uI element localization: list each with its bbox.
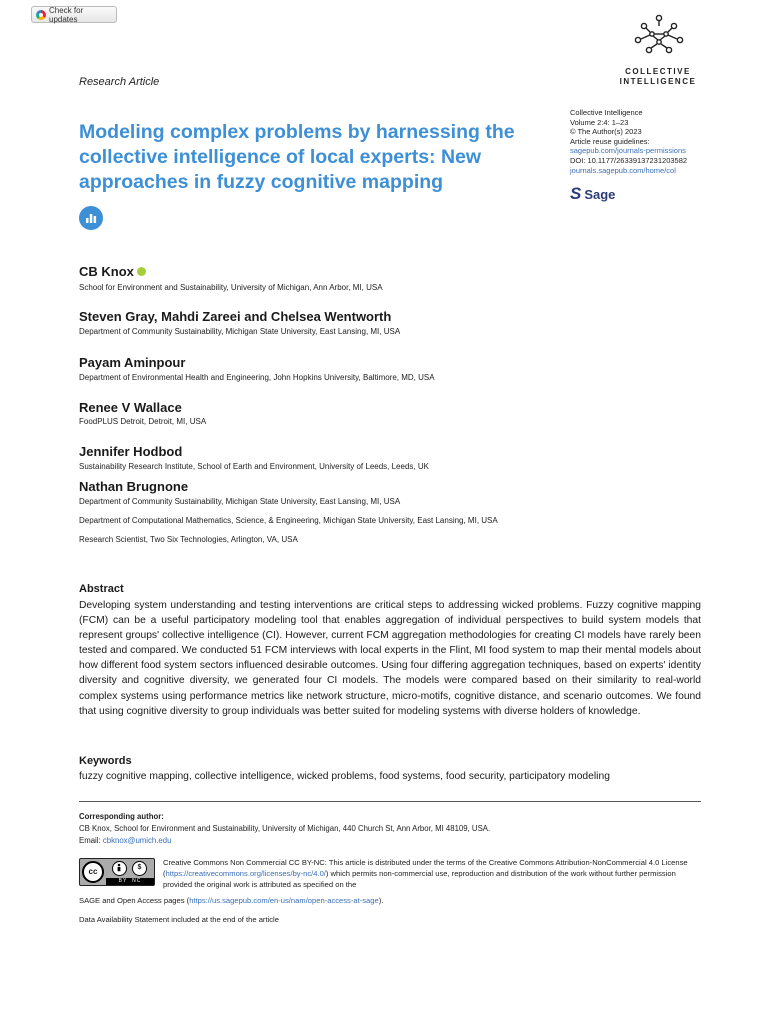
author-affiliation: School for Environment and Sustainability, University of Michigan, Ann Arbor, MI, USA: [79, 283, 383, 292]
volume-info: Volume 2:4: 1–23: [570, 117, 629, 127]
email-label: Email:: [79, 836, 101, 845]
journal-name: Collective Intelligence: [570, 108, 643, 117]
author-name: CB Knox: [79, 264, 146, 279]
email-link[interactable]: cbknox@umich.edu: [102, 836, 172, 845]
author-affiliation: Department of Computational Mathematics, Science, & Engineering, Michigan State University, East Lansing, MI, USA: [79, 516, 498, 525]
cc-badge-strip: BY NC: [106, 878, 154, 885]
author-name: Steven Gray, Mahdi Zareei and Chelsea Wentworth: [79, 309, 392, 324]
journal-metadata: [570, 108, 750, 175]
logo-word-1: COLLECTIVE: [625, 67, 691, 76]
author-affiliation: Research Scientist, Two Six Technologies, Arlington, VA, USA: [79, 535, 298, 544]
license-text-continued: SAGE and Open Access pages (https://us.sagepub.com/en-us/nam/open-access-at-sage).: [79, 896, 384, 905]
doi: DOI: 10.1177/26339137231203582: [570, 155, 688, 165]
orcid-icon[interactable]: [137, 267, 146, 276]
keywords-text: fuzzy cognitive mapping, collective intelligence, wicked problems, food systems, food security, participatory modeling: [79, 771, 610, 782]
article-type: Research Article: [79, 76, 160, 88]
sage-s-icon: S: [570, 184, 582, 203]
cc-icon: cc: [82, 861, 104, 883]
journal-logo-wordmark: [598, 67, 718, 87]
keywords-heading: Keywords: [79, 755, 132, 767]
dollar-icon: $: [132, 861, 147, 876]
corresponding-author-block: [79, 811, 699, 847]
check-for-updates-label: Check for updates: [49, 5, 84, 24]
abstract-heading: Abstract: [79, 583, 124, 595]
open-access-metrics-icon[interactable]: [79, 206, 103, 230]
author-affiliation: Department of Environmental Health and Engineering, John Hopkins University, Baltimore, MD, USA: [79, 373, 435, 382]
author-affiliation: FoodPLUS Detroit, Detroit, MI, USA: [79, 417, 207, 426]
article-title: Modeling complex problems by harnessing the collective intelligence of local experts: New approaches in fuzzy cognitive mapping: [79, 121, 515, 193]
footer-divider: [79, 801, 701, 802]
reuse-link[interactable]: sagepub.com/journals-permissions: [570, 146, 686, 156]
author-affiliation: Department of Community Sustainability, Michigan State University, East Lansing, MI, USA: [79, 497, 401, 506]
corr-address: CB Knox, School for Environment and Sustainability, University of Michigan, 440 Church St, Ann Arbor, MI 48109, USA.: [79, 824, 491, 833]
logo-word-2: INTELLIGENCE: [619, 77, 697, 86]
open-access-link[interactable]: https://us.sagepub.com/en-us/nam/open-access-at-sage: [189, 896, 379, 905]
collective-intelligence-logo-icon: [624, 12, 694, 56]
cc-by-nc-badge-icon[interactable]: [79, 858, 155, 886]
sage-logo: [570, 184, 615, 204]
author-name: Jennifer Hodbod: [79, 444, 183, 459]
bar-chart-icon: [85, 212, 97, 224]
reuse-label: Article reuse guidelines:: [570, 136, 650, 146]
crossmark-icon: [36, 10, 46, 20]
author-name: Payam Aminpour: [79, 355, 186, 370]
person-icon: [112, 861, 127, 876]
author-name: Nathan Brugnone: [79, 479, 189, 494]
corr-label: Corresponding author:: [79, 812, 164, 821]
check-for-updates-button[interactable]: [31, 6, 117, 23]
data-availability-note: Data Availability Statement included at the end of the article: [79, 915, 279, 924]
license-text: Creative Commons Non Commercial CC BY-NC: This article is distributed under the terms of the Creative Commons Attribution-NonCommercial 4.0 License (https://creativecommons.org/licenses/by-nc/4.0/) which permits non-commercial use, reproduction and distribution of the work without further permission provided the original work is attributed as specified on the: [163, 858, 688, 890]
author-name: Renee V Wallace: [79, 400, 182, 415]
author-affiliation: Sustainability Research Institute, School of Earth and Environment, University of Leeds, Leeds, UK: [79, 462, 429, 471]
journal-home-link[interactable]: journals.sagepub.com/home/col: [570, 165, 676, 175]
abstract-text: Developing system understanding and testing interventions are critical steps to addressing wicked problems. Fuzzy cognitive mapping (FCM) can be a useful participatory modeling tool that enables aggregation of individual perspectives to build system models that represent groups' collective intelligence (CI). However, current FCM aggregation methodologies for creating CI models have rarely been tested and compared. We conducted 51 FCM interviews with local experts in the Flint, MI food system to map their mental models about how different food system sectors influenced desirable outcomes. Using four differing aggregation techniques, based on experts' identity diversity and cognitive diversity, we generated four CI models. The models were compared based on their similarity to real-world complex systems using performance metrics like network structure, micro-motifs, cognitive distance, and scenario outcomes. We found that using cognitive diversity to group individuals was better suited for modeling systems with diverse holders of knowledge.: [79, 600, 701, 717]
copyright: © The Author(s) 2023: [570, 127, 642, 137]
author-affiliation: Department of Community Sustainability, Michigan State University, East Lansing, MI, USA: [79, 327, 401, 336]
publisher-name: Sage: [584, 186, 616, 202]
license-link[interactable]: https://creativecommons.org/licenses/by-nc/4.0/: [165, 869, 326, 879]
